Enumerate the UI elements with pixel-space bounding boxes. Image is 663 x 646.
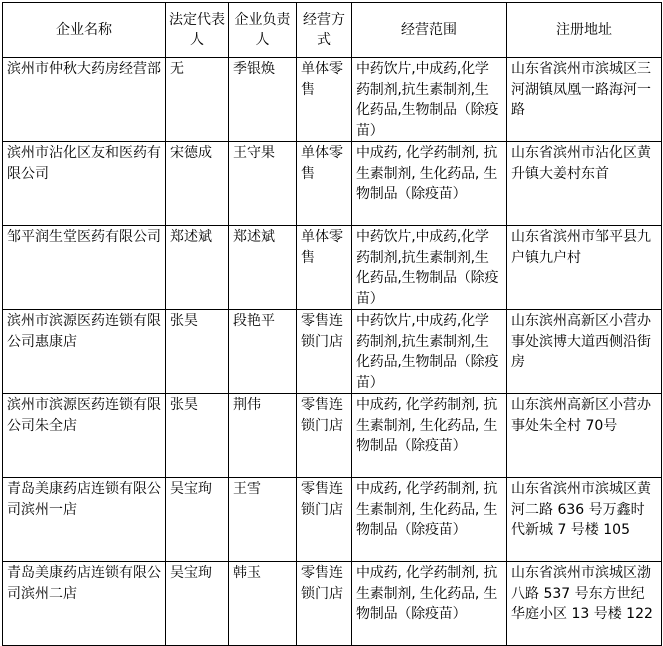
cell-business-scope: 中成药, 化学药制剂, 抗生素制剂, 生化药品, 生物制品（除疫苗） <box>352 562 507 646</box>
cell-business-scope: 中药饮片,中成药,化学药制剂,抗生素制剂,生化药品,生物制品（除疫苗） <box>352 226 507 310</box>
header-enterprise-manager: 企业负责人 <box>229 3 297 58</box>
cell-business-scope: 中成药, 化学药制剂, 抗生素制剂, 生化药品, 生物制品（除疫苗） <box>352 478 507 562</box>
cell-business-mode: 零售连锁门店 <box>297 478 352 562</box>
cell-registered-address: 山东省滨州市滨城区黄河二路 636 号万鑫时代新城 7 号楼 105 <box>507 478 662 562</box>
cell-company-name: 青岛美康药店连锁有限公司滨州二店 <box>3 562 166 646</box>
cell-business-mode: 零售连锁门店 <box>297 310 352 394</box>
cell-business-mode: 零售连锁门店 <box>297 394 352 478</box>
cell-registered-address: 山东省滨州市滨城区渤八路 537 号东方世纪华庭小区 13 号楼 122 <box>507 562 662 646</box>
cell-enterprise-manager: 王雪 <box>229 478 297 562</box>
cell-business-mode: 单体零售 <box>297 226 352 310</box>
cell-company-name: 滨州市沾化区友和医药有限公司 <box>3 142 166 226</box>
cell-business-scope: 中成药, 化学药制剂, 抗生素制剂, 生化药品, 生物制品（除疫苗） <box>352 394 507 478</box>
cell-legal-representative: 郑述斌 <box>166 226 229 310</box>
header-registered-address: 注册地址 <box>507 3 662 58</box>
cell-enterprise-manager: 韩玉 <box>229 562 297 646</box>
cell-enterprise-manager: 郑述斌 <box>229 226 297 310</box>
table-row <box>3 394 662 478</box>
cell-business-scope: 中成药, 化学药制剂, 抗生素制剂, 生化药品, 生物制品（除疫苗） <box>352 142 507 226</box>
cell-company-name: 邹平润生堂医药有限公司 <box>3 226 166 310</box>
cell-business-mode: 单体零售 <box>297 142 352 226</box>
cell-registered-address: 山东滨州高新区小营办事处朱全村 70号 <box>507 394 662 478</box>
cell-business-mode: 零售连锁门店 <box>297 562 352 646</box>
cell-business-mode: 单体零售 <box>297 58 352 142</box>
cell-enterprise-manager: 段艳平 <box>229 310 297 394</box>
table-row <box>3 226 662 310</box>
cell-registered-address: 山东省滨州市滨城区三河湖镇凤凰一路海河一路 <box>507 58 662 142</box>
cell-registered-address: 山东省滨州市邹平县九户镇九户村 <box>507 226 662 310</box>
cell-company-name: 滨州市仲秋大药房经营部 <box>3 58 166 142</box>
table-header-row <box>3 3 662 58</box>
table-row <box>3 58 662 142</box>
cell-legal-representative: 张昊 <box>166 394 229 478</box>
cell-legal-representative: 宋德成 <box>166 142 229 226</box>
cell-enterprise-manager: 王守果 <box>229 142 297 226</box>
table-row <box>3 478 662 562</box>
cell-company-name: 滨州市滨源医药连锁有限公司朱全店 <box>3 394 166 478</box>
cell-business-scope: 中药饮片,中成药,化学药制剂,抗生素制剂,生化药品,生物制品（除疫苗） <box>352 58 507 142</box>
cell-registered-address: 山东滨州高新区小营办事处滨博大道西侧沿街房 <box>507 310 662 394</box>
table-row <box>3 142 662 226</box>
cell-legal-representative: 吴宝珣 <box>166 478 229 562</box>
header-company-name: 企业名称 <box>3 3 166 58</box>
cell-legal-representative: 张昊 <box>166 310 229 394</box>
cell-company-name: 青岛美康药店连锁有限公司滨州一店 <box>3 478 166 562</box>
cell-legal-representative: 吴宝珣 <box>166 562 229 646</box>
header-business-mode: 经营方式 <box>297 3 352 58</box>
header-business-scope: 经营范围 <box>352 3 507 58</box>
cell-enterprise-manager: 荆伟 <box>229 394 297 478</box>
table-row <box>3 310 662 394</box>
header-legal-representative: 法定代表人 <box>166 3 229 58</box>
cell-enterprise-manager: 季银焕 <box>229 58 297 142</box>
cell-registered-address: 山东省滨州市沾化区黄升镇大姜村东首 <box>507 142 662 226</box>
cell-business-scope: 中药饮片,中成药,化学药制剂,抗生素制剂,生化药品,生物制品（除疫苗） <box>352 310 507 394</box>
cell-company-name: 滨州市滨源医药连锁有限公司惠康店 <box>3 310 166 394</box>
pharmacy-license-table <box>2 2 662 646</box>
cell-legal-representative: 无 <box>166 58 229 142</box>
table-row <box>3 562 662 646</box>
